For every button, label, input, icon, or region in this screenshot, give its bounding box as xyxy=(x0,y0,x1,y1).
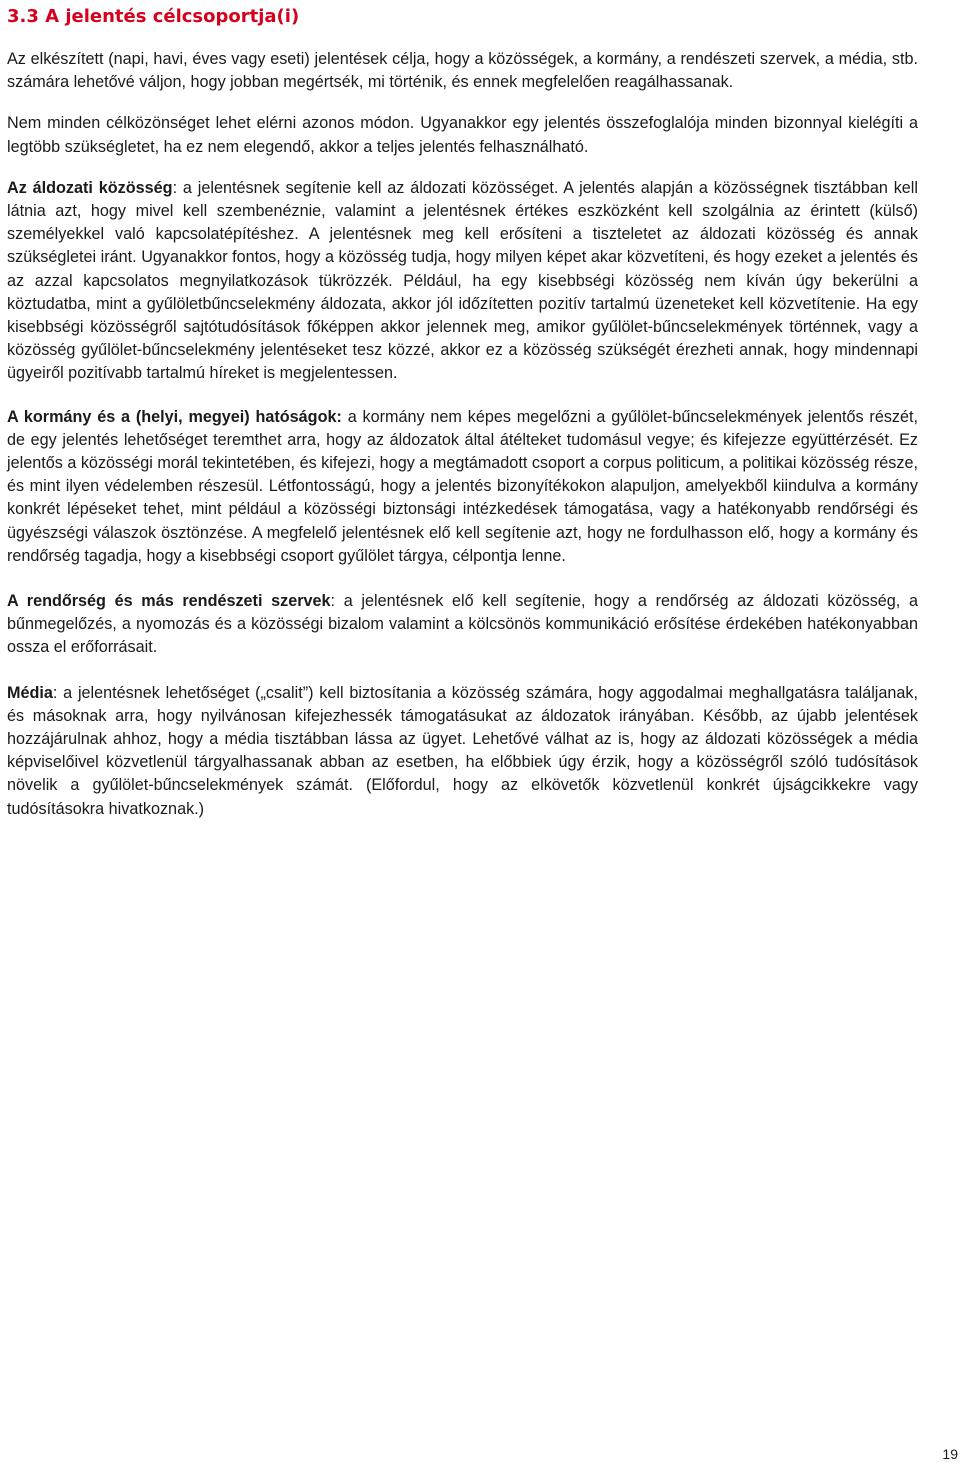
media-lead: Média xyxy=(7,683,53,702)
victim-community-text: : a jelentésnek segítenie kell az áldozati közösséget. A jelentés alapján a közösségnek tisztábban kell látnia azt, hogy mivel kell szembenéznie, valamint a jelentésnek értékes eszközként kell szolgálnia az érintett (külső) személyekkel való kapcsolatépítéshez. A jelentésnek meg kell erősíteni a tiszteletet az áldozati közösség és annak szükségletei iránt. Ugyanakkor fontos, hogy a közösség tudja, hogy milyen képet akar közvetíteni, és hogy ezeket a jelentés és az azzal kapcsolatos megnyilatkozások tükrözzék. Például, ha egy kisebbségi közösség nem kíván úgy bekerülni a köztudatba, mint a gyűlöletbűncselekmény áldozata, akkor jól időzítetten pozitív tartalmú üzeneteket kell közvetítenie. Ha egy kisebbségi közösségről sajtótudósítások főképpen akkor jelennek meg, amikor gyűlölet-bűncselekmények történnek, vagy a közösség gyűlölet-bűncselekmény jelentéseket tesz közzé, akkor ez a közösség szükségét érezheti annak, hogy mindennapi ügyeiről pozitívabb tartalmú híreket is megjelentessen. xyxy=(7,178,918,383)
paragraph-media xyxy=(7,682,918,821)
paragraph-intro: Az elkészített (napi, havi, éves vagy eseti) jelentések célja, hogy a közösségek, a kormány, a rendészeti szervek, a média, stb. számára lehetővé váljon, hogy jobban megértsék, mi történik, és ennek megfelelően reagálhassanak. xyxy=(7,50,918,92)
police-text: : a jelentésnek elő kell segítenie, hogy a rendőrség az áldozati közösség, a bűnmegelőzés, a nyomozás és a közösségi bizalom valamint a kölcsönös kommunikáció erősítése érdekében hatékonyabban ossza el erőforrásait. xyxy=(7,592,918,657)
government-text: a kormány nem képes megelőzni a gyűlölet-bűncselekmények jelentős részét, de egy jelentés lehetőséget teremthet arra, hogy az áldozatok által átélteket tudomásul vegye; és kifejezze együttérzését. Ez jelentős a közösségi morál tekintetében, és kifejezi, hogy a megtámadott csoport a corpus politicum, a politikai közösség része, és mint ilyen védelemben részesül. Létfontosságú, hogy a jelentés bizonyítékokon alapuljon, amelyekből kiindulva a kormány konkrét lépéseket tehet, mint például a közösségi biztonsági intézkedések támogatása, vagy a hatékonyabb rendőrségi és ügyészségi válaszok ösztönzése. A megfelelő jelentésnek elő kell segítenie azt, hogy ne fordulhasson elő, hogy a kormány és rendőrség tagadja, hogy a kisebbségi csoport gyűlölet tárgya, célpontja lenne. xyxy=(7,407,919,565)
paragraph-police xyxy=(7,590,918,660)
government-lead: A kormány és a (helyi, megyei) hatóságok: xyxy=(7,407,342,426)
page-number-label: 19 xyxy=(942,1446,958,1462)
paragraph-victim-community xyxy=(7,177,918,386)
document-page xyxy=(7,0,918,821)
section-title: 3.3 A jelentés célcsoportja(i) xyxy=(7,6,300,27)
paragraph-audience: Nem minden célközönséget lehet elérni azonos módon. Ugyanakkor egy jelentés összefoglalója minden bizonnyal kielégíti a legtöbb szükségletet, ha ez nem elegendő, akkor a teljes jelentés felhasználható. xyxy=(7,114,918,156)
page-number xyxy=(900,1446,960,1462)
victim-community-lead: Az áldozati közösség xyxy=(7,178,173,197)
paragraph-government xyxy=(7,406,918,568)
media-text: : a jelentésnek lehetőséget („csalit”) kell biztosítania a közösség számára, hogy aggodalmai meghallgatásra találjanak, és másoknak arra, hogy nyilvánosan kifejezhessék támogatásukat az áldozatok irányában. Később, az újabb jelentések hozzájárulnak ahhoz, hogy a média tisztábban lássa az ügyet. Lehetővé válhat az is, hogy az áldozati közösségek a média képviselőivel közvetlenül tárgyalhassanak abban az esetben, ha előbbiek úgy érzik, hogy a közösségről szóló tudósítások növelik a gyűlölet-bűncselekmények számát. (Előfordul, hogy az elkövetők közvetlenül konkrét újságcikkekre vagy tudósításokra hivatkoznak.) xyxy=(7,683,918,818)
police-lead: A rendőrség és más rendészeti szervek xyxy=(7,592,331,611)
